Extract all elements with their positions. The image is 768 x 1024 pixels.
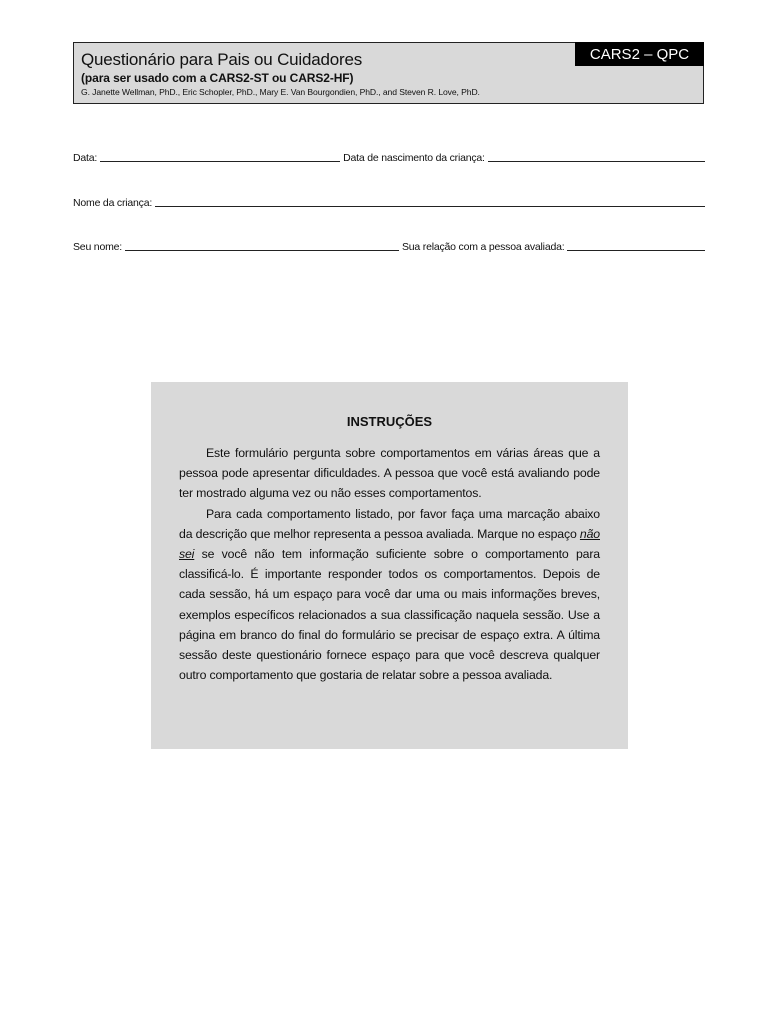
relation-label: Sua relação com a pessoa avaliada: (401, 241, 565, 253)
form-title: Questionário para Pais ou Cuidadores (81, 50, 363, 69)
instructions-text-a: Para cada comportamento listado, por favor faça uma marcação abaixo da descrição que melhor representa a pessoa avaliada. Marque no espaço (179, 506, 600, 541)
instructions-paragraph-2 (179, 504, 600, 686)
child-name-field[interactable] (155, 197, 705, 207)
instructions-paragraph-1: Este formulário pergunta sobre comportamentos em várias áreas que a pessoa pode apresentar dificuldades. A pessoa que você está avaliando pode ter mostrado alguma vez ou não esses comportamentos. (179, 446, 600, 501)
child-name-label: Nome da criança: (73, 197, 153, 209)
date-field[interactable] (100, 152, 340, 162)
form-authors: G. Janette Wellman, PhD., Eric Schopler, PhD., Mary E. Van Bourgondien, PhD., and Steven R. Love, PhD. (81, 87, 480, 97)
your-name-field[interactable] (125, 241, 399, 251)
your-name-label: Seu nome: (73, 241, 122, 253)
birthdate-field[interactable] (488, 152, 705, 162)
form-subtitle: (para ser usado com a CARS2-ST ou CARS2-HF) (81, 71, 354, 85)
date-label: Data: (73, 152, 98, 164)
relation-field[interactable] (567, 241, 705, 251)
form-header (73, 42, 704, 104)
your-name-row (73, 241, 705, 253)
instructions-box (151, 382, 628, 749)
form-code-badge: CARS2 – QPC (575, 42, 704, 66)
nao-sei-emphasis: não sei (179, 526, 600, 562)
instructions-text-b: se você não tem informação suficiente sobre o comportamento para classificá-lo. É importante responder todos os comportamentos. Depois de cada sessão, há um espaço para você dar uma ou mais informações breves, exemplos específicos relacionados a sua classificação naquela sessão. Use a página em branco do final do formulário se precisar de espaço extra. A última sessão deste questionário fornece espaço para que você descreva qualquer outro comportamento que gostaria de relatar sobre a pessoa avaliada. (179, 547, 600, 683)
child-name-row (73, 197, 705, 209)
instructions-title: INSTRUÇÕES (346, 414, 433, 429)
date-row (73, 152, 705, 164)
birthdate-label: Data de nascimento da criança: (343, 152, 485, 164)
